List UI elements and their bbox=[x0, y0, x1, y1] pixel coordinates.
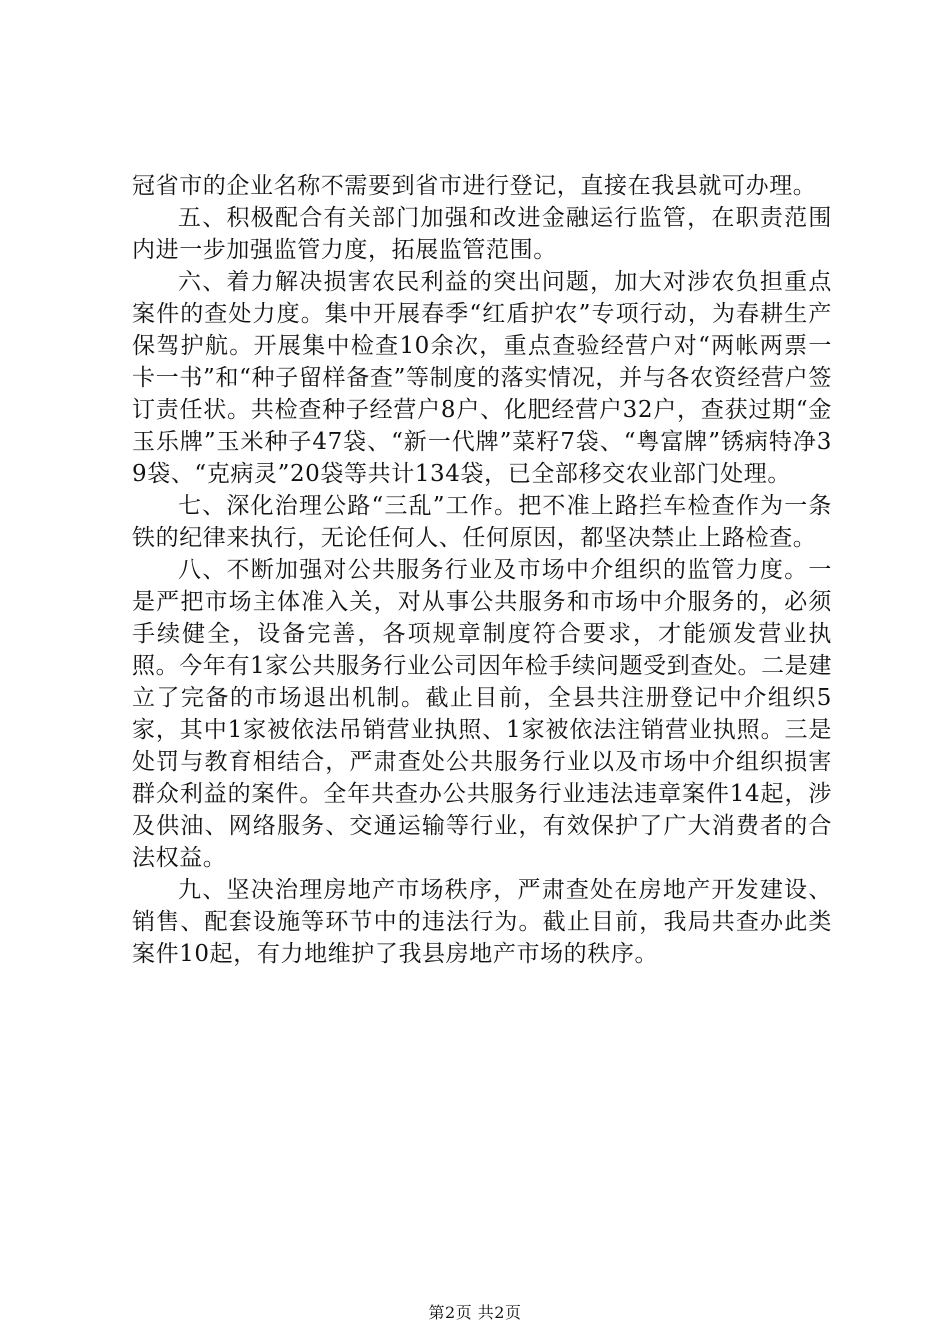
paragraph-item-5: 五、积极配合有关部门加强和改进金融运行监管，在职责范围内进一步加强监管力度，拓展监管范围。 bbox=[132, 205, 832, 263]
paragraph-item-8: 八、不断加强对公共服务行业及市场中介组织的监管力度。一是严把市场主体准入关，对从事公共服务和市场中介服务的，必须手续健全，设备完善，各项规章制度符合要求，才能颁发营业执照。今年有1家公共服务行业公司因年检手续问题受到查处。二是建立了完备的市场退出机制。截止目前，全县共注册登记中介组织5家，其中1家被依法吊销营业执照、1家被依法注销营业执照。三是处罚与教育相结合，严肃查处公共服务行业以及市场中介组织损害群众利益的案件。全年共查办公共服务行业违法违章案件14起，涉及供油、网络服务、交通运输等行业，有效保护了广大消费者的合法权益。 bbox=[132, 557, 832, 871]
document-body bbox=[132, 170, 832, 970]
paragraph-continued: 冠省市的企业名称不需要到省市进行登记，直接在我县就可办理。 bbox=[132, 173, 817, 199]
page-number: 第2页 共2页 bbox=[428, 1303, 522, 1322]
paragraph-item-6: 六、着力解决损害农民利益的突出问题，加大对涉农负担重点案件的查处力度。集中开展春季“红盾护农”专项行动，为春耕生产保驾护航。开展集中检查10余次，重点查验经营户对“两帐两票一卡一书”和“种子留样备查”等制度的落实情况，并与各农资经营户签订责任状。共检查种子经营户8户、化肥经营户32户，查获过期“金玉乐牌”玉米种子47袋、“新一代牌”菜籽7袋、“粤富牌”锈病特净39袋、“克病灵”20袋等共计134袋，已全部移交农业部门处理。 bbox=[132, 269, 832, 487]
paragraph-item-9: 九、坚决治理房地产市场秩序，严肃查处在房地产开发建设、销售、配套设施等环节中的违法行为。截止目前，我局共查办此类案件10起，有力地维护了我县房地产市场的秩序。 bbox=[132, 877, 832, 967]
paragraph-item-7: 七、深化治理公路“三乱”工作。把不准上路拦车检查作为一条铁的纪律来执行，无论任何人、任何原因，都坚决禁止上路检查。 bbox=[132, 493, 832, 551]
page-footer bbox=[0, 1300, 950, 1323]
